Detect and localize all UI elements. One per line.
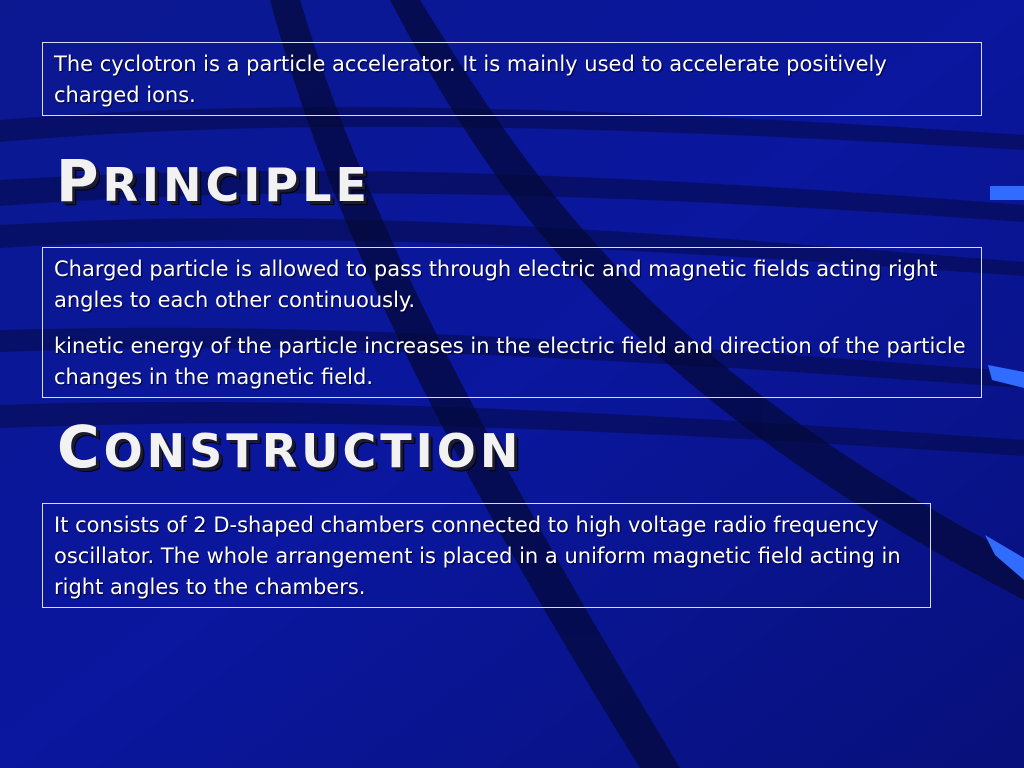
construction-textbox <box>42 503 931 608</box>
construction-text: It consists of 2 D-shaped chambers connected to high voltage radio frequency oscillator. The whole arrangement is placed in a uniform magnetic field acting in right angles to the chambers. <box>54 513 901 599</box>
principle-textbox <box>42 247 982 398</box>
principle-heading-rest: RINCIPLE <box>102 158 371 212</box>
intro-text: The cyclotron is a particle accelerator. It is mainly used to accelerate positively charged ions. <box>54 52 887 107</box>
construction-heading-rest: ONSTRUCTION <box>103 424 523 478</box>
principle-heading-initial: P <box>56 147 103 215</box>
principle-paragraph-2: kinetic energy of the particle increases in the electric field and direction of the particle changes in the magnetic field. <box>54 334 966 389</box>
principle-heading <box>56 147 371 215</box>
construction-heading-initial: C <box>57 413 104 481</box>
intro-textbox <box>42 42 982 116</box>
principle-paragraph-1: Charged particle is allowed to pass through electric and magnetic fields acting right angles to each other continuously. <box>54 257 938 312</box>
construction-heading <box>57 413 523 481</box>
